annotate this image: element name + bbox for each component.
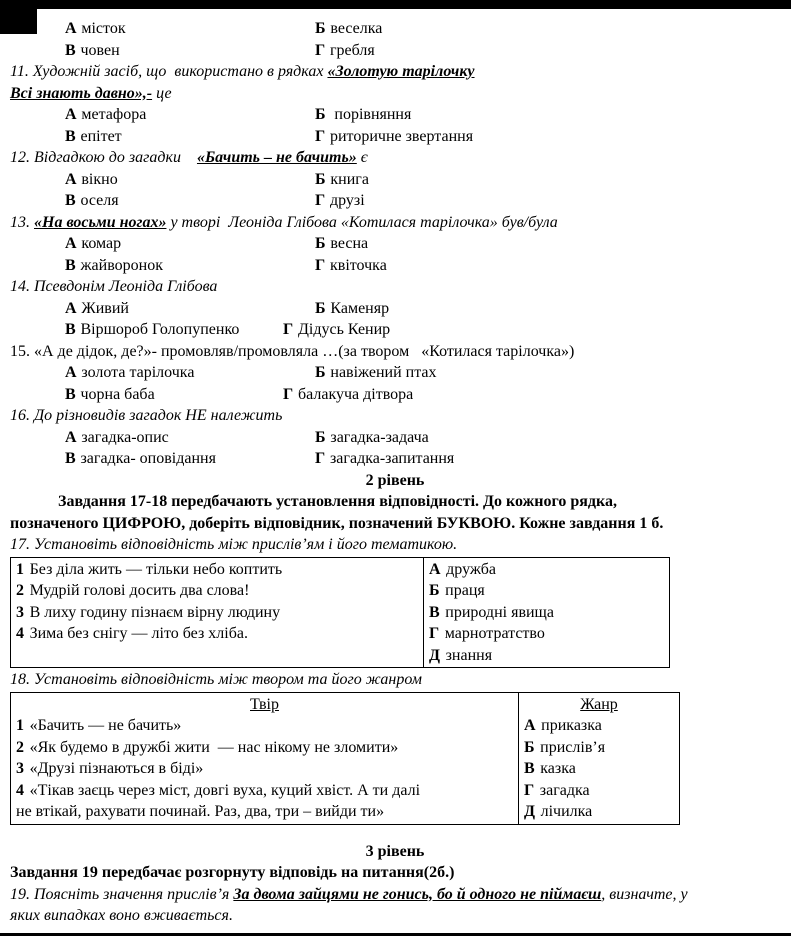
q18-item-4-line1 <box>16 780 513 802</box>
q17-answer-b <box>429 580 664 602</box>
q17-answer-g <box>429 623 664 645</box>
q17-item-2 <box>16 580 418 602</box>
q11-option-b-text: порівняння <box>330 106 412 123</box>
q18-item-2-text: «Як будемо в дружбі жити — нас нікому не зломити» <box>29 738 399 756</box>
q12-option-v-text: оселя <box>80 192 119 209</box>
q18-item-2 <box>16 737 513 759</box>
q13-options-row-1 <box>10 233 780 255</box>
q19-prefix: 19. Поясніть значення прислів’я <box>10 885 234 903</box>
q14-option-v-text: Віршороб Голопупенко <box>80 321 240 338</box>
q15-option-b-text: навіжений птах <box>330 364 437 381</box>
q13-option-g <box>315 255 387 277</box>
q16-option-a <box>65 427 315 449</box>
document-content <box>10 18 780 927</box>
q17-answer-g-text: марнотратство <box>444 625 545 642</box>
q11-option-v <box>65 126 315 148</box>
q11-option-v-letter: В <box>65 127 76 145</box>
q18-answer-d-letter: Д <box>524 803 536 820</box>
q16-option-b-text: загадка-задача <box>330 428 429 446</box>
q11-stem-prefix: 11. Художній засіб, що використано в рядках <box>10 63 328 80</box>
q14-option-a <box>65 298 315 320</box>
q10-option-b <box>315 18 382 40</box>
q11-option-g-letter: Г <box>315 127 326 145</box>
q12-options-row-2 <box>10 190 780 212</box>
q14-option-v <box>65 319 283 341</box>
q15-option-a <box>65 362 315 384</box>
q12-stem <box>10 147 780 169</box>
q10-option-b-text: веселка <box>330 20 383 37</box>
q16-option-v-text: загадка- оповідання <box>80 450 216 467</box>
q12-option-v-letter: В <box>65 192 76 209</box>
q15-option-g-letter: Г <box>283 385 294 403</box>
q12-stem-underlined: «Бачить – не бачить» <box>196 149 357 166</box>
q18-answer-a-text: приказка <box>541 717 602 734</box>
q17-answer-b-letter: Б <box>429 582 440 599</box>
q17-answer-b-text: праця <box>445 582 485 599</box>
q16-option-v-letter: В <box>65 450 76 467</box>
q15-option-v-text: чорна баба <box>80 385 155 403</box>
q17-item-4-number: 4 <box>16 625 24 642</box>
q16-option-a-text: загадка-опис <box>81 428 169 446</box>
q18-left-header <box>16 694 513 716</box>
q10-option-v-letter: В <box>65 41 76 59</box>
q18-answer-v-letter: В <box>524 760 535 777</box>
q12-stem-tail: є <box>356 149 368 166</box>
q11-options-row-2 <box>10 126 780 148</box>
q13-option-a <box>65 233 315 255</box>
q13-option-a-letter: А <box>65 235 77 252</box>
q18-item-1-number: 1 <box>16 717 24 734</box>
q15-option-a-text: золота тарілочка <box>81 364 195 381</box>
q11-option-a <box>65 104 315 126</box>
q11-option-g <box>315 126 473 148</box>
q18-answer-v-text: казка <box>540 760 576 777</box>
q13-stem <box>10 212 780 234</box>
q17-answer-v <box>429 602 664 624</box>
q18-item-4-text-line1: «Тікав заєць через міст, довгі вуха, куций хвіст. А ти далі <box>29 781 421 799</box>
q18-match-table <box>10 692 680 825</box>
q12-option-v <box>65 190 315 212</box>
q10-option-b-letter: Б <box>315 20 326 37</box>
q12-option-b <box>315 169 369 191</box>
q13-option-v-text: жайворонок <box>80 256 163 274</box>
q15-option-b-letter: Б <box>315 364 326 381</box>
q17-answer-g-letter: Г <box>429 625 440 642</box>
q18-right-header-text: Жанр <box>580 695 618 713</box>
q18-answer-g-letter: Г <box>524 781 535 799</box>
q17-item-4-text: Зима без снігу — літо без хліба. <box>29 625 248 642</box>
scan-top-black-bar <box>0 0 791 9</box>
q14-options-row-1 <box>10 298 780 320</box>
q14-option-b-letter: Б <box>315 299 326 317</box>
q13-option-g-text: квіточка <box>329 256 387 274</box>
q10-option-g-letter: Г <box>315 41 326 59</box>
q11-stem-line2 <box>10 83 780 105</box>
q15-option-g-text: балакуча дітвора <box>297 385 414 403</box>
q18-item-1-text: «Бачить — не бачить» <box>29 717 182 734</box>
q12-option-a <box>65 169 315 191</box>
q18-item-4-line2 <box>16 801 513 823</box>
q18-right-column <box>518 693 679 824</box>
q18-answer-b-letter: Б <box>524 738 535 756</box>
q10-option-g-text: гребля <box>329 41 375 59</box>
q11-option-a-text: метафора <box>81 106 147 123</box>
q17-answer-v-text: природні явища <box>445 603 554 621</box>
q18-answer-b-text: прислів’я <box>540 738 606 756</box>
q14-option-g-text: Дідусь Кенир <box>297 321 391 338</box>
q18-item-1 <box>16 715 513 737</box>
q18-left-header-text: Твір <box>250 695 279 713</box>
q12-option-a-letter: А <box>65 170 77 188</box>
q18-item-3 <box>16 758 513 780</box>
q12-stem-prefix: 12. Відгадкою до загадки <box>10 149 197 166</box>
q17-item-3-text: В лиху годину пізнаєм вірну людину <box>29 603 281 621</box>
q10-option-a-text: місток <box>81 20 126 37</box>
q17-item-2-text: Мудрій голові досить два слова! <box>29 582 250 599</box>
q18-item-3-text: «Друзі пізнаються в біді» <box>29 760 204 777</box>
q18-answer-a <box>524 715 674 737</box>
q14-option-v-letter: В <box>65 321 76 338</box>
q10-options-row-2 <box>10 40 780 62</box>
q19-tail-line1: , визначте, у <box>601 885 688 903</box>
q17-left-column <box>11 558 423 668</box>
q17-answer-a <box>429 559 664 581</box>
q18-left-column <box>11 693 518 824</box>
q17-title: 17. Установіть відповідність між прислів’ям і його тематикою. <box>10 536 458 553</box>
q13-stem-tail: у творі Леоніда Глібова «Котилася тарілочка» був/була <box>166 213 558 231</box>
q10-option-v <box>65 40 315 62</box>
q14-option-g <box>283 319 390 341</box>
q17-right-column <box>423 558 669 668</box>
q13-option-b <box>315 233 368 255</box>
q13-option-b-letter: Б <box>315 235 326 252</box>
level2-heading: 2 рівень <box>365 471 425 489</box>
q15-options-row-1 <box>10 362 780 384</box>
q10-option-a-letter: А <box>65 20 77 37</box>
level3-heading: 3 рівень <box>365 842 425 860</box>
q11-option-v-text: епітет <box>80 127 122 145</box>
q13-stem-underlined: «На восьми ногах» <box>34 213 167 231</box>
q16-option-g <box>315 448 454 470</box>
q17-match-table <box>10 557 670 669</box>
q14-stem: 14. Псевдонім Леоніда Глібова <box>10 278 218 295</box>
q14-option-g-letter: Г <box>283 321 294 338</box>
q16-stem: 16. До різновидів загадок НЕ належить <box>10 407 283 424</box>
q15-stem: 15. «А де дідок, де?»- промовляв/промовляла …(за твором «Котилася тарілочка») <box>10 342 575 360</box>
q13-stem-number: 13. <box>10 213 34 231</box>
q16-options-row-2 <box>10 448 780 470</box>
q17-answer-a-letter: А <box>429 560 441 578</box>
q15-option-b <box>315 362 437 384</box>
q18-answer-g-text: загадка <box>539 781 590 799</box>
q12-option-b-text: книга <box>330 170 369 188</box>
q15-options-row-2 <box>10 384 780 406</box>
q17-answer-d-letter: Д <box>429 646 441 664</box>
q18-title: 18. Установіть відповідність між твором та його жанром <box>10 671 422 688</box>
q11-stem-line1 <box>10 61 780 83</box>
q13-option-g-letter: Г <box>315 256 326 274</box>
level3-instruction: Завдання 19 передбачає розгорнуту відповідь на питання(2б.) <box>10 864 455 881</box>
q13-option-v <box>65 255 315 277</box>
scan-bottom-black-line <box>0 933 791 936</box>
q18-answer-d-text: лічилка <box>540 803 593 820</box>
q17-answer-v-letter: В <box>429 603 440 621</box>
q10-option-a <box>65 18 315 40</box>
level2-instruction-line1: Завдання 17-18 передбачають установлення відповідності. До кожного рядка, <box>58 493 617 510</box>
q18-right-header <box>524 694 674 716</box>
q18-answer-g <box>524 780 674 802</box>
q12-option-g-letter: Г <box>315 192 326 209</box>
q18-item-3-number: 3 <box>16 760 24 777</box>
q11-option-b <box>315 104 411 126</box>
q11-options-row-1 <box>10 104 780 126</box>
q17-item-4 <box>16 623 418 645</box>
q16-option-b <box>315 427 429 449</box>
q12-option-g <box>315 190 365 212</box>
q18-item-4-number: 4 <box>16 781 24 799</box>
q19-line2: яких випадках воно вживається. <box>10 907 233 924</box>
q15-option-a-letter: А <box>65 364 77 381</box>
q17-item-3-number: 3 <box>16 603 24 621</box>
q16-options-row-1 <box>10 427 780 449</box>
q14-options-row-2 <box>10 319 780 341</box>
q18-answer-d <box>524 801 674 823</box>
q16-option-a-letter: А <box>65 428 77 446</box>
q12-option-a-text: вікно <box>81 170 118 188</box>
q18-answer-a-letter: А <box>524 717 536 734</box>
q19-line1 <box>10 884 780 906</box>
q17-item-1 <box>16 559 418 581</box>
q11-option-g-text: риторичне звертання <box>329 127 474 145</box>
q18-item-2-number: 2 <box>16 738 24 756</box>
q19-underlined-proverb: За двома зайцями не гонись, бо й одного не піймаєш <box>233 885 602 903</box>
q12-option-b-letter: Б <box>315 170 326 188</box>
q17-item-1-text: Без діла жить — тільки небо коптить <box>29 560 283 578</box>
q14-option-b <box>315 298 389 320</box>
q13-option-v-letter: В <box>65 256 76 274</box>
q12-options-row-1 <box>10 169 780 191</box>
q14-option-a-text: Живий <box>81 299 129 317</box>
q13-option-b-text: весна <box>330 235 369 252</box>
q11-option-a-letter: А <box>65 106 77 123</box>
q10-option-g <box>315 40 375 62</box>
q17-answer-d <box>429 645 664 667</box>
q17-answer-d-text: знання <box>445 646 493 664</box>
q12-option-g-text: друзі <box>329 192 365 209</box>
q10-options-row-1 <box>10 18 780 40</box>
q16-option-v <box>65 448 315 470</box>
q17-answer-a-text: дружба <box>446 560 496 578</box>
q17-item-3 <box>16 602 418 624</box>
q16-option-g-text: загадка-запитання <box>329 450 455 467</box>
q13-options-row-2 <box>10 255 780 277</box>
q11-stem-underlined-2: Всі знають давно»,- <box>10 84 153 102</box>
q18-item-4-text-line2: не втікай, рахувати починай. Раз, два, три – вийди ти» <box>16 803 385 820</box>
q16-option-b-letter: Б <box>315 428 326 446</box>
q15-option-g <box>283 384 413 406</box>
q18-answer-v <box>524 758 674 780</box>
q11-stem-underlined-1: «Золотую тарілочку <box>327 63 475 80</box>
q14-option-b-text: Каменяр <box>330 299 390 317</box>
q13-option-a-text: комар <box>81 235 122 252</box>
q15-option-v-letter: В <box>65 385 76 403</box>
q10-option-v-text: човен <box>80 41 120 59</box>
q11-option-b-letter: Б <box>315 106 326 123</box>
q14-option-a-letter: А <box>65 299 77 317</box>
level2-instruction-line2: позначеного ЦИФРОЮ, доберіть відповідник, позначений БУКВОЮ. Кожне завдання 1 б. <box>10 514 664 532</box>
q16-option-g-letter: Г <box>315 450 326 467</box>
q15-option-v <box>65 384 283 406</box>
q17-item-1-number: 1 <box>16 560 24 578</box>
q11-stem-tail: це <box>152 84 172 102</box>
q18-answer-b <box>524 737 674 759</box>
q17-item-2-number: 2 <box>16 582 24 599</box>
